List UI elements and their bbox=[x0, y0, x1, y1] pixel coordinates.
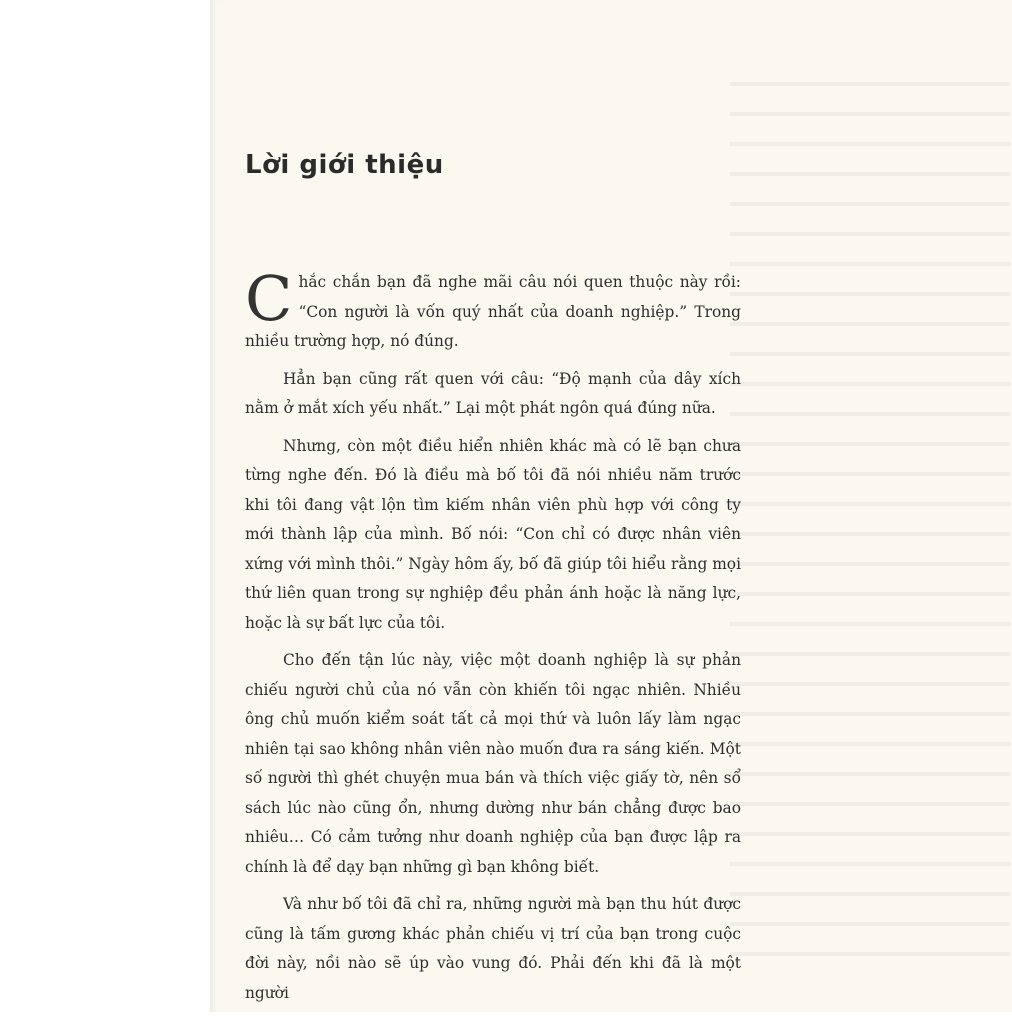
bleed-through-text bbox=[730, 60, 1010, 960]
paragraph-2: Hẳn bạn cũng rất quen với câu: “Độ mạnh của dây xích nằm ở mắt xích yếu nhất.” Lại một phát ngôn quá đúng nữa. bbox=[245, 369, 741, 417]
paragraph-5: Và như bố tôi đã chỉ ra, những người mà bạn thu hút được cũng là tấm gương khác phản chiếu vị trí của bạn trong cuộc đời này, nồi nào sẽ úp vào vung đó. Phải đến khi đã là một người bbox=[245, 895, 741, 1002]
chapter-heading: Lời giới thiệu bbox=[245, 150, 444, 180]
paragraph-1-text: hắc chắn bạn đã nghe mãi câu nói quen thuộc này rồi: “Con người là vốn quý nhất của doanh nghiệp.” Trong nhiều trường hợp, nó đúng. bbox=[245, 273, 741, 350]
body-text bbox=[245, 262, 741, 1016]
paragraph-4: Cho đến tận lúc này, việc một doanh nghiệp là sự phản chiếu người chủ của nó vẫn còn khiến tôi ngạc nhiên. Nhiều ông chủ muốn kiểm soát tất cả mọi thứ và luôn lấy làm ngạc nhiên tại sao không nhân viên nào muốn đưa ra sáng kiến. Một số người thì ghét chuyện mua bán và thích việc giấy tờ, nên sổ sách lúc nào cũng ổn, nhưng dường như bán chẳng được bao nhiêu… Có cảm tưởng như doanh nghiệp của bạn được lập ra chính là để dạy bạn những gì bạn không biết. bbox=[245, 651, 741, 876]
paragraph-1 bbox=[245, 262, 741, 357]
drop-cap: C bbox=[245, 262, 293, 335]
paragraph-3: Nhưng, còn một điều hiển nhiên khác mà có lẽ bạn chưa từng nghe đến. Đó là điều mà bố tôi đã nói nhiều năm trước khi tôi đang vật lộn tìm kiếm nhân viên phù hợp với công ty mới thành lập của mình. Bố nói: “Con chỉ có được nhân viên xứng với mình thôi.” Ngày hôm ấy, bố đã giúp tôi hiểu rằng mọi thứ liên quan trong sự nghiệp đều phản ánh hoặc là năng lực, hoặc là sự bất lực của tôi. bbox=[245, 436, 741, 632]
